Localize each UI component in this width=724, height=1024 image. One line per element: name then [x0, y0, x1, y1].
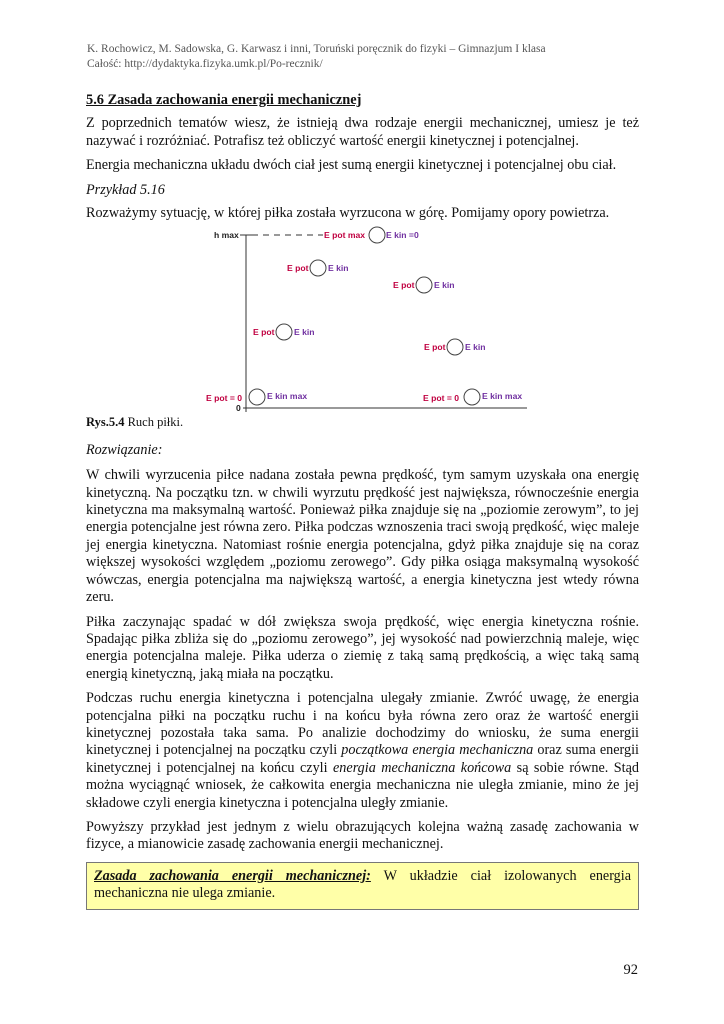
start-epot-zero-label: E pot = 0	[206, 393, 243, 404]
principle-label: Zasada zachowania energii mechanicznej:	[94, 867, 371, 884]
solution-p3-part-b: oraz suma energii kinetycznej i potencjalnej na końcu czyli	[86, 742, 639, 776]
solution-p3-part-a: Podczas ruchu energia kinetyczna i potencjalna ulegały zmianie. Zwróć uwagę, że energia potencjalna piłki na początku ruchu i na końcu była równa zero oraz że wartość energii kinetycznej pozostała taka sama. Po analizie dochodzimy do wniosku, że suma energii kinetycznej i potencjalnej na początku czyli	[86, 690, 639, 759]
top-epot-max-label: E pot max	[324, 230, 366, 241]
page-number: 92	[623, 962, 638, 978]
ball-motion-diagram	[86, 226, 639, 412]
solution-p3-emphasis-2: energia mechaniczna końcowa	[333, 759, 512, 776]
solution-paragraph-4: Powyższy przykład jest jednym z wielu obrazujących kolejna ważną zasadę zachowania w fizyce, a mianowicie zasadę zachowania energii mechanicznej.	[86, 818, 639, 853]
solution-p3-part-c: są sobie równe. Stąd można wyciągnąć wniosek, że całkowita energia mechaniczna nie uległa zmianie, mino że jej składowe czyli energia kinetyczna i potencjalna uległy zmianie.	[86, 759, 640, 811]
section-title: 5.6 Zasada zachowania energii mechanicznej	[86, 92, 362, 108]
ball-top	[369, 227, 385, 243]
ball-1-ekin-label: E kin	[294, 327, 315, 338]
page-header	[87, 42, 546, 72]
solution-p3-emphasis-1: początkowa energia mechaniczna	[341, 742, 534, 759]
principle-box	[86, 862, 639, 910]
principle-text: W układzie ciał izolowanych energia mechaniczna nie ulega zmianie.	[94, 867, 632, 902]
ball-motion-figure	[86, 226, 639, 412]
start-ekin-max-label: E kin max	[267, 391, 308, 402]
header-url: Całość: http://dydaktyka.fizyka.umk.pl/Po-recznik/	[87, 58, 323, 70]
zero-label: 0	[236, 403, 241, 413]
ball-4-ekin-label: E kin	[465, 342, 486, 353]
ball-end	[464, 389, 480, 405]
figure-caption-text: Ruch piłki.	[124, 415, 184, 430]
top-ekin-zero-label: E kin =0	[386, 230, 419, 241]
solution-label: Rozwiązanie:	[86, 441, 163, 458]
ball-start	[249, 389, 265, 405]
header-authors: K. Rochowicz, M. Sadowska, G. Karwasz i inni, Toruński poręcznik do fizyki – Gimnazjum I klasa	[87, 43, 546, 55]
intro-paragraph-1: Z poprzednich tematów wiesz, że istnieją dwa rodzaje energii mechanicznej, umiesz je też nazywać i rozróżniać. Potrafisz też obliczyć wartość energii kinetycznej i potencjalnej.	[86, 115, 639, 149]
solution-paragraph-2: Piłka zaczynając spadać w dół zwiększa swoja prędkość, więc energia kinetyczna rośnie. Spadając piłka zbliża się do „poziomu zerowego”, jej wysokość nad powierzchnią maleje, więc energia potencjalna maleje. Piłka uderza o ziemię z taką samą prędkością, a więc taką samą energią kinetyczną, jaką miała na początku.	[86, 613, 639, 682]
end-ekin-max-label: E kin max	[482, 391, 523, 402]
example-label: Przykład 5.16	[86, 181, 165, 198]
ball-rising-2	[310, 260, 326, 276]
ball-3-ekin-label: E kin	[434, 280, 455, 291]
ball-falling-2	[447, 339, 463, 355]
hmax-label: h max	[214, 230, 239, 241]
ball-2-ekin-label: E kin	[328, 263, 349, 274]
ball-falling-1	[416, 277, 432, 293]
solution-paragraph-1: W chwili wyrzucenia piłce nadana została pewna prędkość, tym samym uzyskała ona energię kinetyczną. Na początku tzn. w chwili wyrzutu prędkość jest największa, równocześnie energia kinetyczna ma maksymalną wartość. Ponieważ piłka znajduje się na „poziomie zerowym”, to jej energia potencjalne jest równa zero. Piłka podczas wznoszenia traci swoją prędkość, więc maleje jej energia kinetyczna. Natomiast rośnie energia potencjalna, gdyż piłka znajduje się na coraz większej wysokości względem „poziomu zerowego”. Gdy piłka osiąga maksymalną wysokość wówczas, energia potencjalna ma największą wartość, a energia kinetyczna jest wtedy równa zeru.	[86, 467, 639, 606]
end-epot-zero-label: E pot = 0	[423, 393, 460, 404]
ball-rising-1	[276, 324, 292, 340]
ball-3-epot-label: E pot	[393, 280, 415, 291]
intro-paragraph-2: Energia mechaniczna układu dwóch ciał jest sumą energii kinetycznej i potencjalnej obu ciał.	[86, 157, 617, 174]
solution-paragraph-3	[86, 690, 639, 812]
figure-caption-label: Rys.5.4	[86, 415, 125, 430]
ball-1-epot-label: E pot	[253, 327, 275, 338]
figure-caption	[86, 414, 639, 431]
ball-2-epot-label: E pot	[287, 263, 309, 274]
example-statement: Rozważymy sytuację, w której piłka została wyrzucona w górę. Pomijamy opory powietrza.	[86, 205, 610, 222]
ball-4-epot-label: E pot	[424, 342, 446, 353]
page-content	[86, 92, 639, 910]
